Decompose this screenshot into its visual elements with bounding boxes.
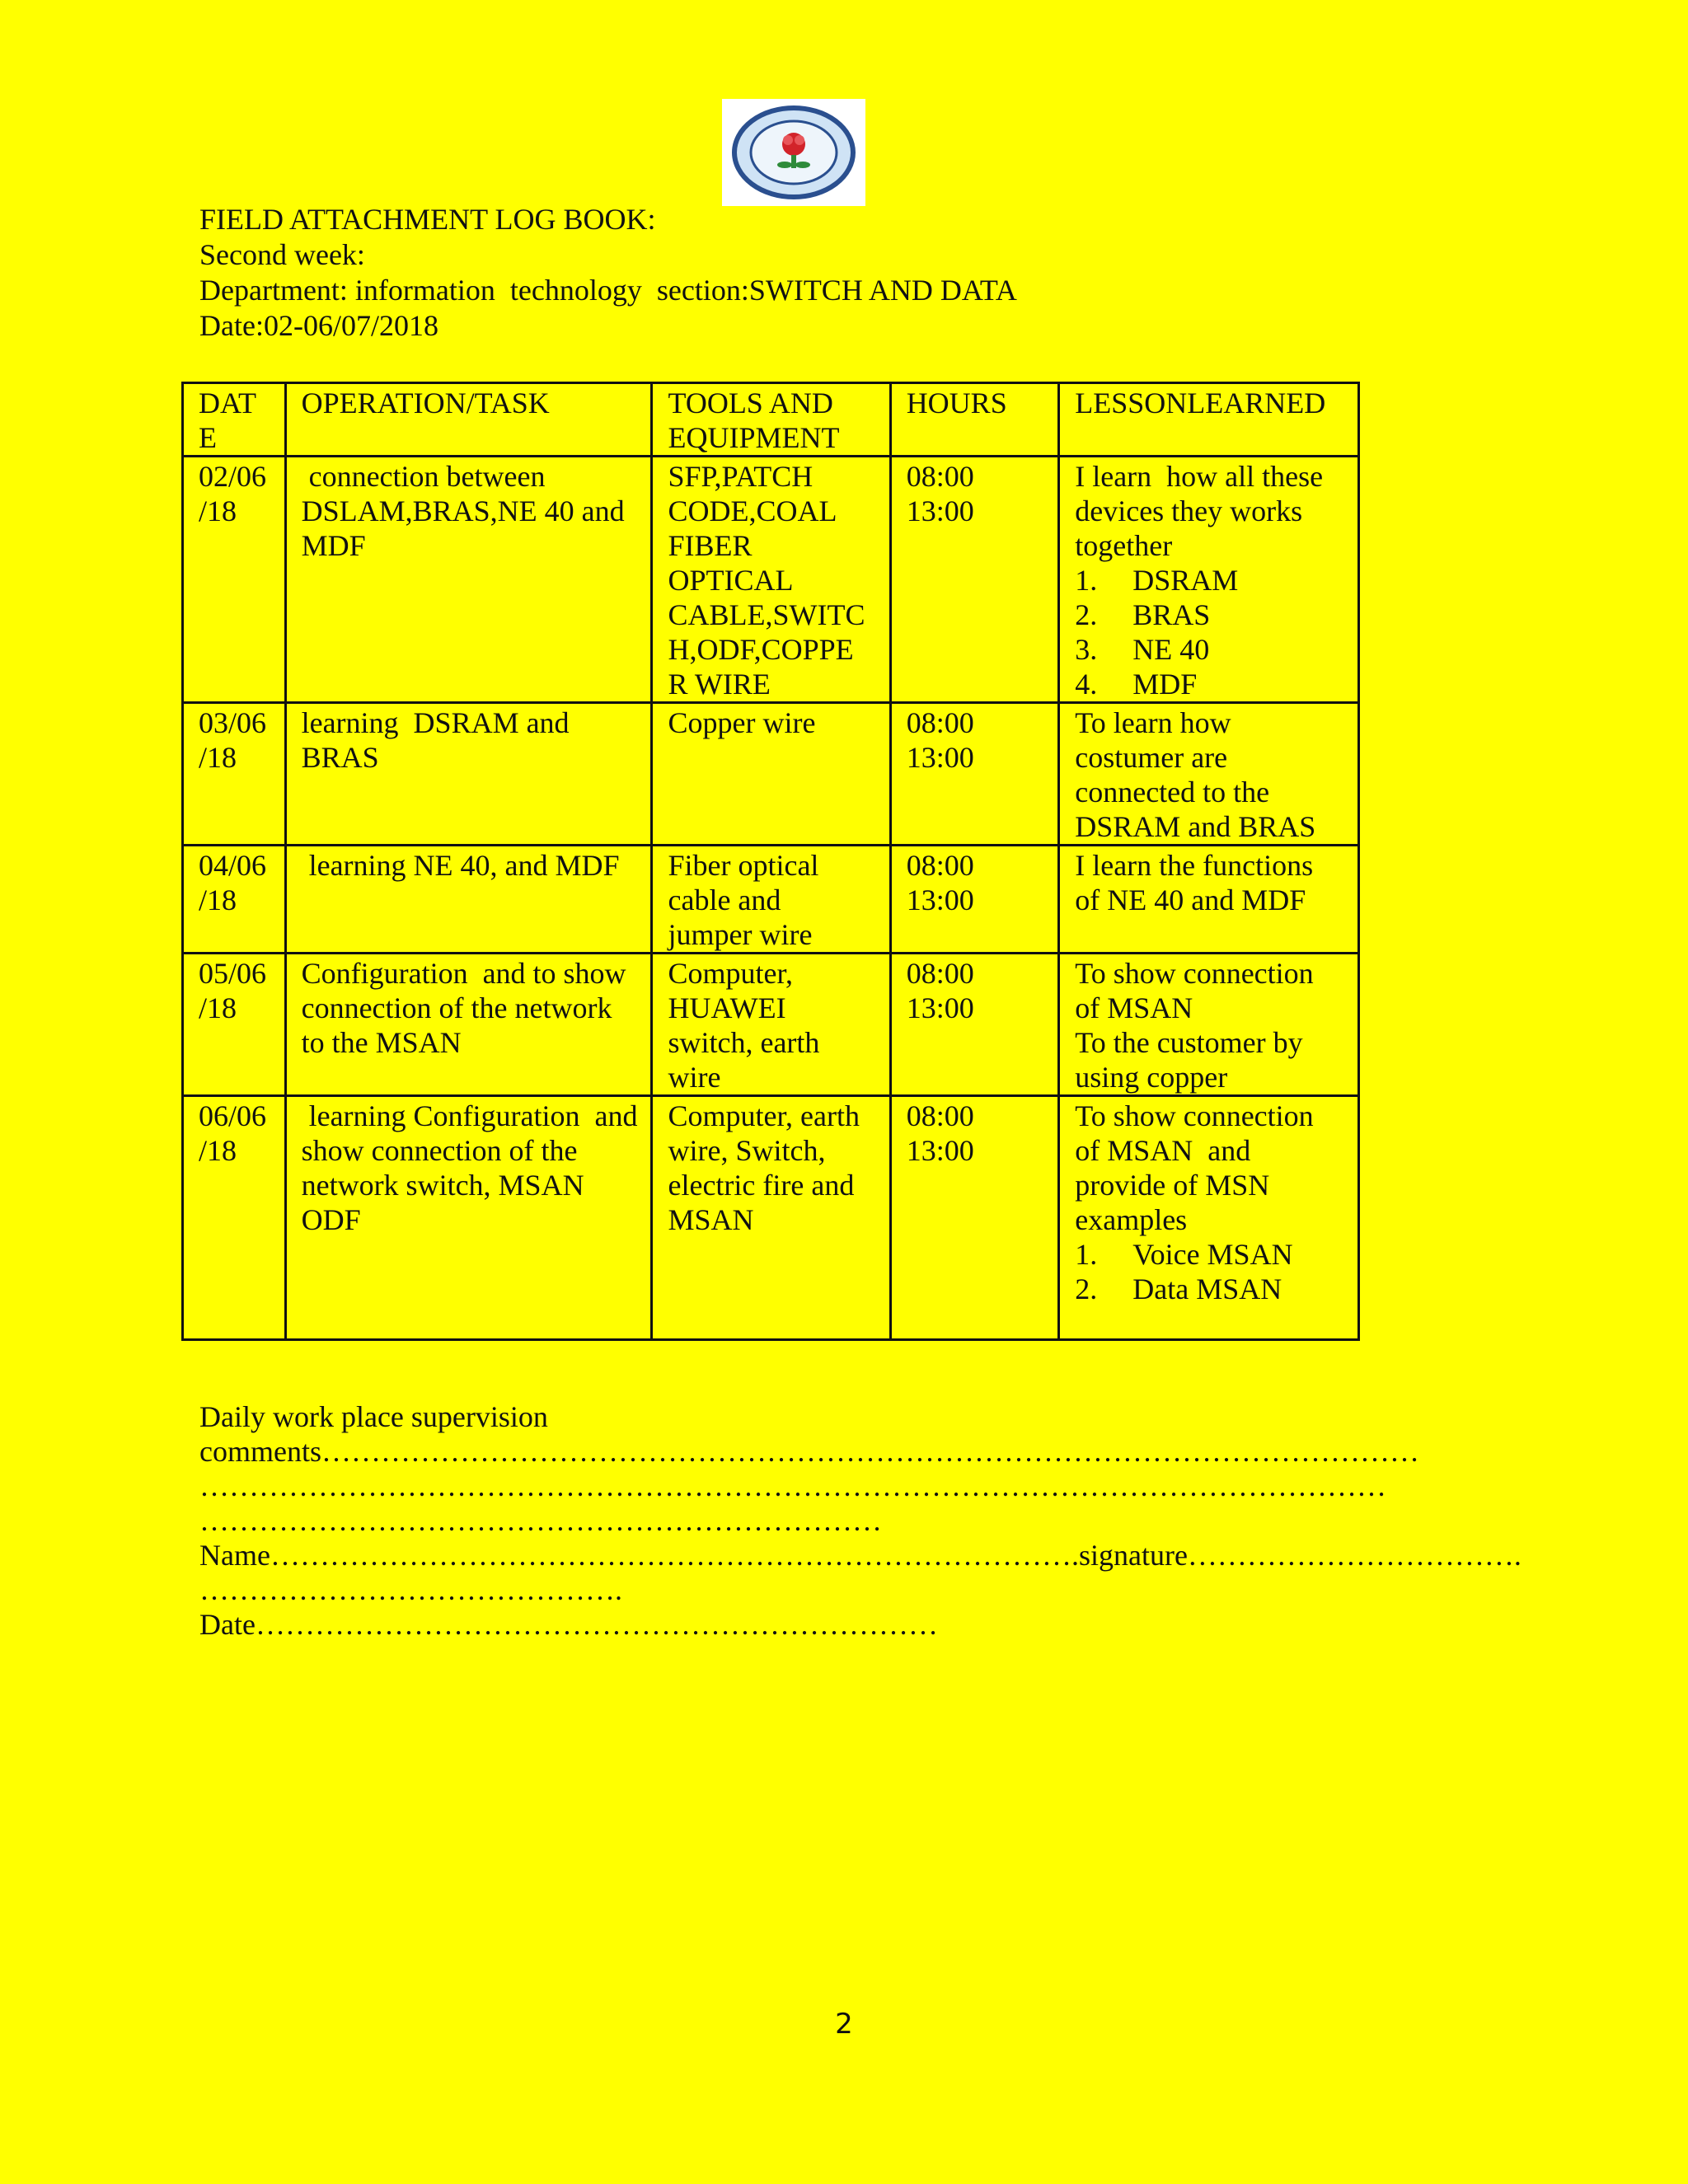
cell-lesson: I learn the functions of NE 40 and MDF xyxy=(1059,846,1359,954)
header-hours: HOURS xyxy=(890,383,1059,457)
name-signature-line: Name……………………………………………………………………….signature……………………………. xyxy=(199,1539,1522,1572)
university-logo xyxy=(722,99,865,206)
cell-operation: learning Configuration and show connection of the network switch, MSAN ODF xyxy=(285,1096,652,1340)
cell-operation: connection between DSLAM,BRAS,NE 40 and MDF xyxy=(285,457,652,703)
comments-line-3: …………………………………………………………… xyxy=(199,1504,882,1537)
cell-date: 06/06 /18 xyxy=(183,1096,286,1340)
comments-line: comments………………………………………………………………………………………………… xyxy=(199,1435,1419,1468)
table-row xyxy=(183,1096,1359,1340)
cell-lesson: To learn how costumer are connected to the DSRAM and BRAS xyxy=(1059,703,1359,846)
lesson-list-item: 2. Data MSAN xyxy=(1075,1272,1282,1305)
cell-operation: learning DSRAM and BRAS xyxy=(285,703,652,846)
cell-tools: Computer, HUAWEI switch, earth wire xyxy=(652,954,890,1096)
supervision-label: Daily work place supervision xyxy=(199,1400,548,1433)
cell-date: 02/06 /18 xyxy=(183,457,286,703)
table-body xyxy=(183,457,1359,1340)
date-line: Date:02-06/07/2018 xyxy=(199,309,438,342)
cell-lesson: To show connection of MSAN and provide of MSN examples 1. Voice MSAN 2. Data MSAN xyxy=(1059,1096,1359,1340)
department-line: Department: information technology section:SWITCH AND DATA xyxy=(199,274,1017,307)
cell-lesson: I learn how all these devices they works together 1. DSRAM 2. BRAS 3. NE 40 4. MDF xyxy=(1059,457,1359,703)
header-date: DAT E xyxy=(183,383,286,457)
lesson-list-item: 2. BRAS xyxy=(1075,598,1211,631)
cell-date: 05/06 /18 xyxy=(183,954,286,1096)
cell-date: 04/06 /18 xyxy=(183,846,286,954)
cell-hours: 08:00 13:00 xyxy=(890,954,1059,1096)
week-label: Second week: xyxy=(199,238,365,271)
cell-lesson: To show connection of MSAN To the customer by using copper xyxy=(1059,954,1359,1096)
cell-hours: 08:00 13:00 xyxy=(890,457,1059,703)
log-header xyxy=(199,202,1017,344)
page-number: 2 xyxy=(835,2008,853,2041)
log-table xyxy=(181,382,1360,1341)
supervision-comments xyxy=(199,1365,1522,1642)
cell-tools: SFP,PATCH CODE,COAL FIBER OPTICAL CABLE,SWITC H,ODF,COPPE R WIRE xyxy=(652,457,890,703)
comments-line-2: ………………………………………………………………………………………………………… xyxy=(199,1469,1386,1502)
table-row xyxy=(183,846,1359,954)
cell-date: 03/06 /18 xyxy=(183,703,286,846)
header-lesson: LESSONLEARNED xyxy=(1059,383,1359,457)
cell-hours: 08:00 13:00 xyxy=(890,1096,1059,1340)
document-title: FIELD ATTACHMENT LOG BOOK: xyxy=(199,203,656,236)
date-signoff-line: Date…………………………………………………………… xyxy=(199,1608,938,1641)
signature-line-2: ……………………………………. xyxy=(199,1573,622,1606)
table-row xyxy=(183,457,1359,703)
cell-tools: Copper wire xyxy=(652,703,890,846)
university-seal-icon xyxy=(722,99,865,206)
lesson-list-item: 4. MDF xyxy=(1075,668,1198,701)
header-operation: OPERATION/TASK xyxy=(285,383,652,457)
cell-hours: 08:00 13:00 xyxy=(890,846,1059,954)
cell-tools: Computer, earth wire, Switch, electric fire and MSAN xyxy=(652,1096,890,1340)
cell-tools: Fiber optical cable and jumper wire xyxy=(652,846,890,954)
table-row xyxy=(183,954,1359,1096)
table-header-row xyxy=(183,383,1359,457)
lesson-list-item: 1. Voice MSAN xyxy=(1075,1238,1293,1271)
table-row xyxy=(183,703,1359,846)
cell-operation: learning NE 40, and MDF xyxy=(285,846,652,954)
cell-operation: Configuration and to show connection of the network to the MSAN xyxy=(285,954,652,1096)
lesson-list-item: 3. NE 40 xyxy=(1075,633,1210,666)
lesson-list-item: 1. DSRAM xyxy=(1075,564,1239,597)
cell-hours: 08:00 13:00 xyxy=(890,703,1059,846)
header-tools: TOOLS AND EQUIPMENT xyxy=(652,383,890,457)
